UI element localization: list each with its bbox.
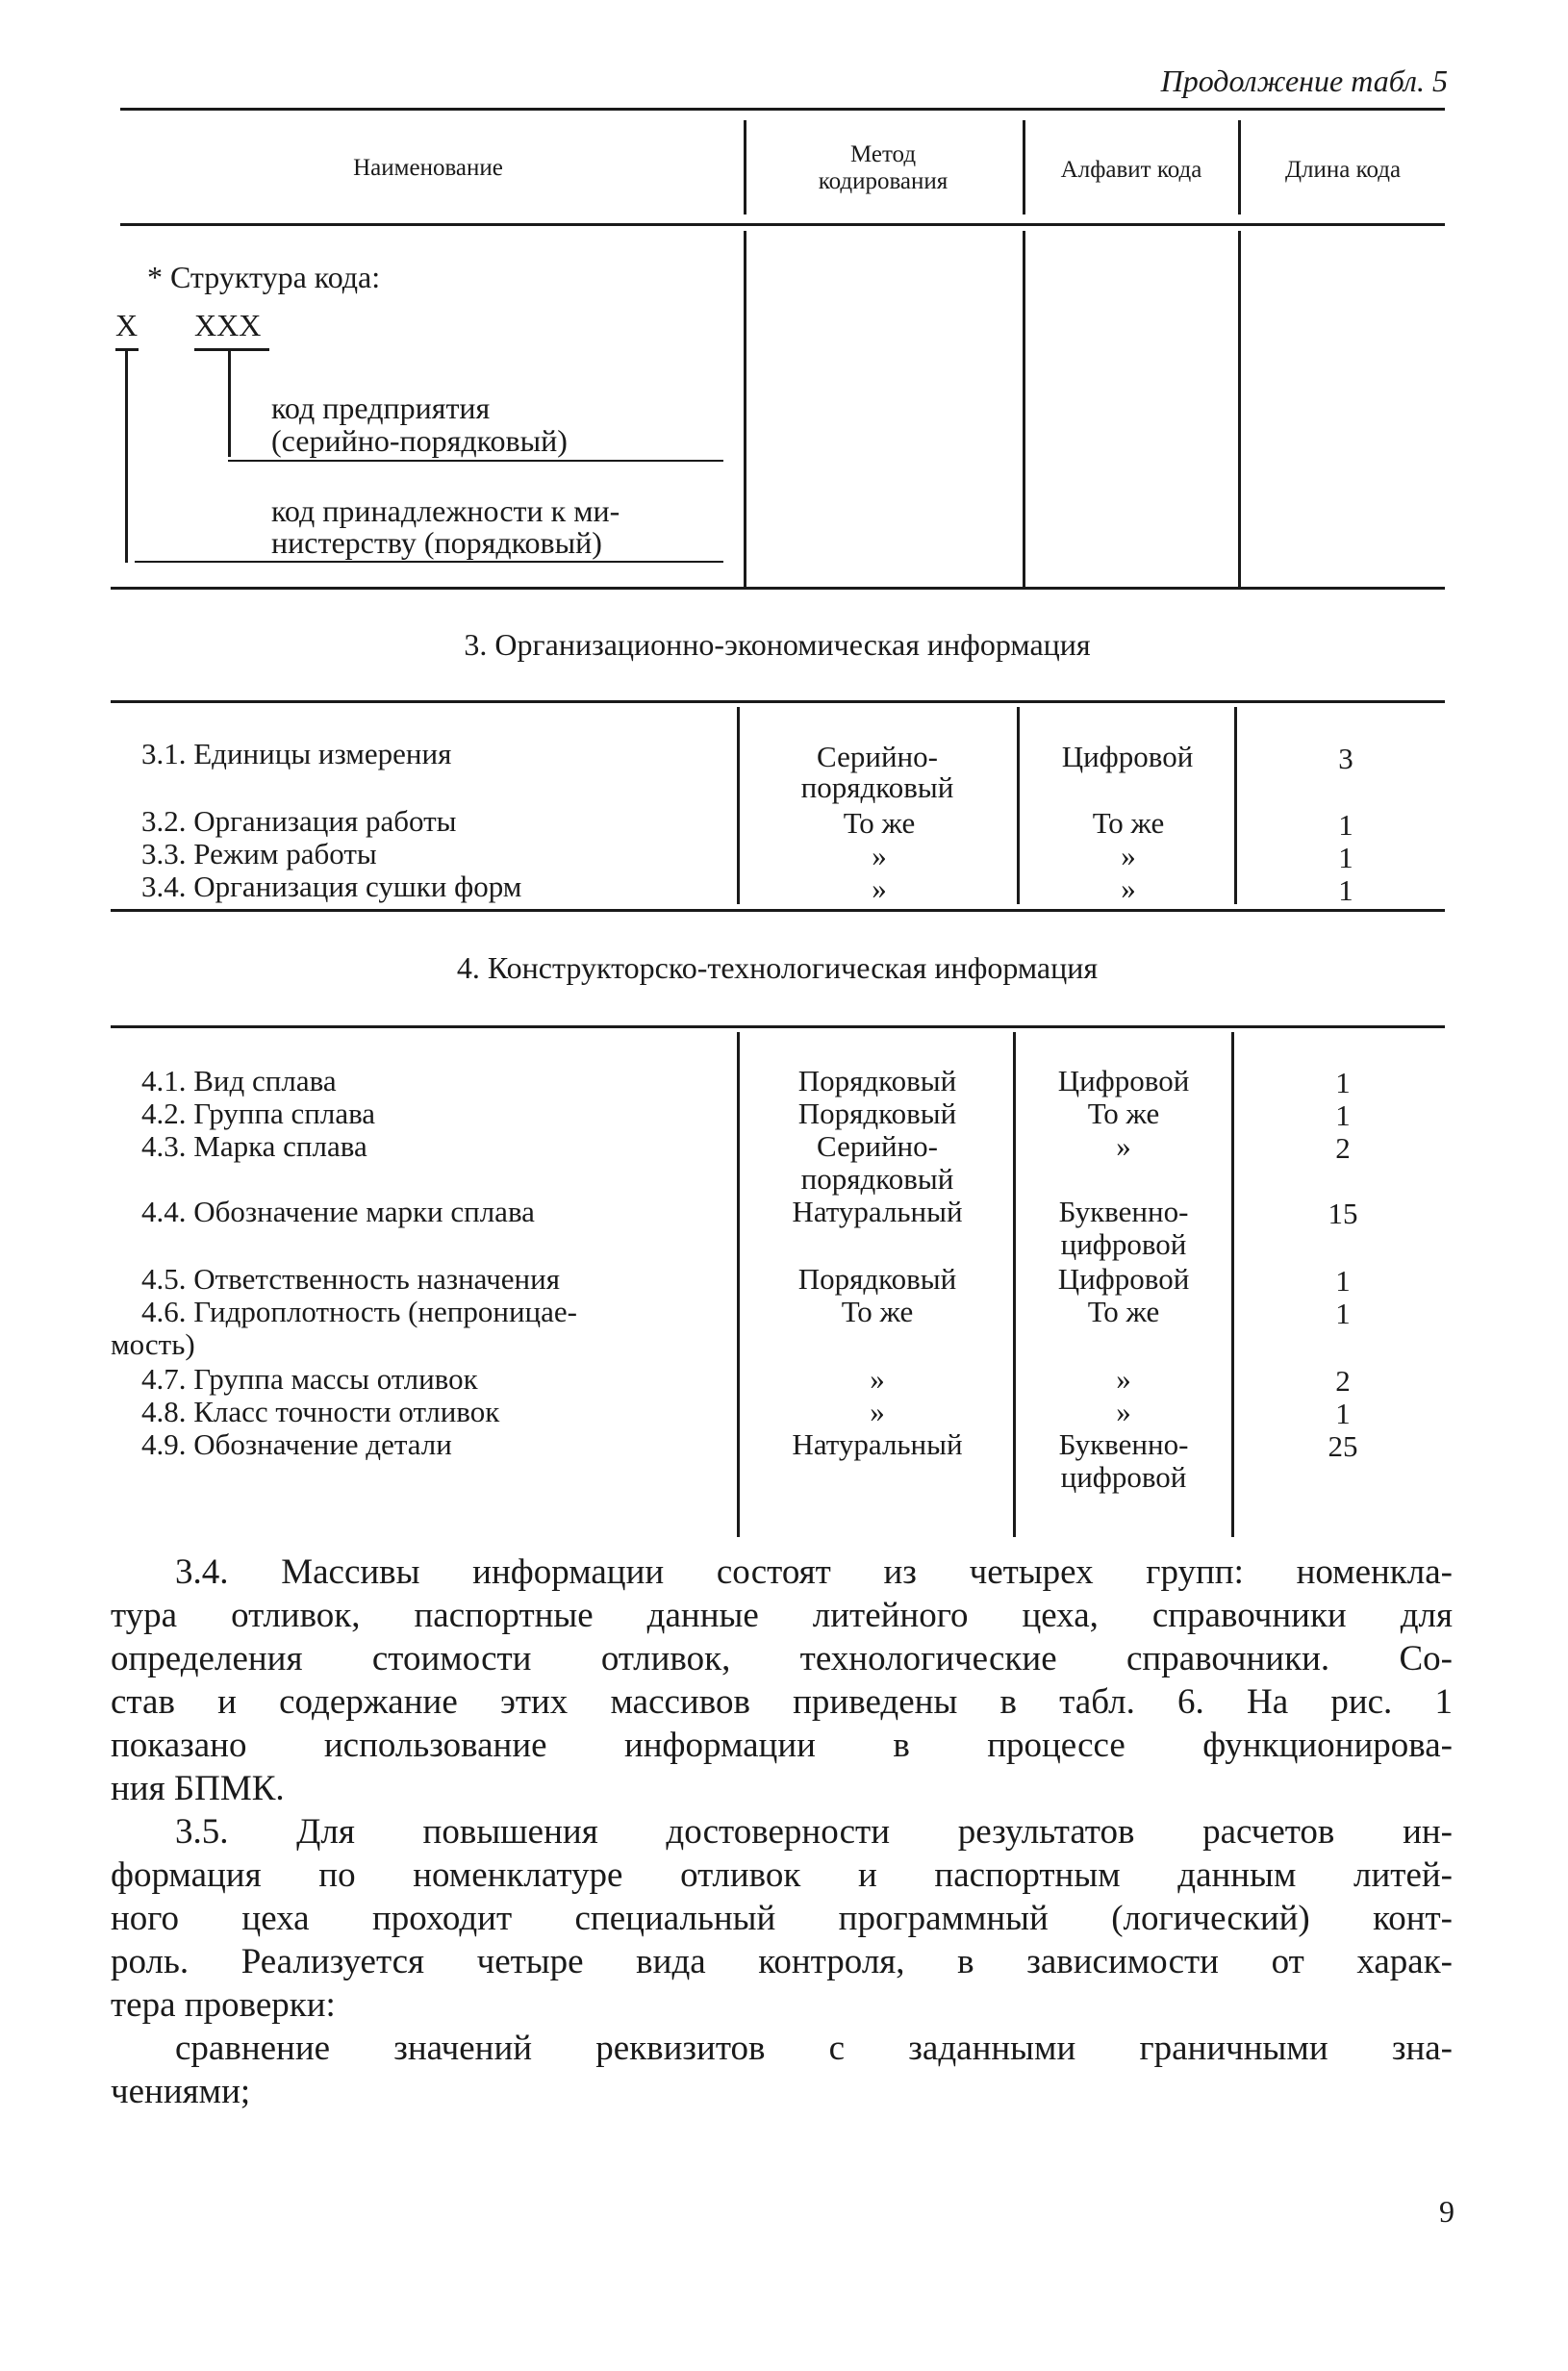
s3-divider-3 <box>1234 707 1237 904</box>
s4-row-4-name: 4.4. Обозначение марки сплава <box>141 1195 535 1228</box>
s4-row-3-length: 2 <box>1335 1131 1351 1165</box>
p2-line-4: роль. Реализуется четыре вида контроля, в зависимости от харак- <box>111 1942 1453 1981</box>
s4-row-1-name: 4.1. Вид сплава <box>141 1064 337 1097</box>
p1-line-5: показано использование информации в процессе функционирова- <box>111 1726 1453 1765</box>
s3-row-1-method2: порядковый <box>800 770 954 804</box>
ministry-code-line1: код принадлежности к ми- <box>271 493 620 528</box>
ministry-code-line2: нистерству (порядковый) <box>271 525 602 560</box>
s4-row-9-length: 25 <box>1328 1429 1358 1463</box>
header-alphabet: Алфавит кода <box>1060 157 1202 183</box>
section3-top-rule <box>111 700 1445 703</box>
section4-top-rule <box>111 1025 1445 1028</box>
s3-divider-2 <box>1017 707 1020 904</box>
s3-row-2-name: 3.2. Организация работы <box>141 804 457 838</box>
s4-row-8-alphabet: » <box>1116 1395 1131 1428</box>
s4-divider-1 <box>737 1032 740 1537</box>
paragraph-3-5 <box>111 1810 1453 2027</box>
p2-line-2: формация по номенклатуре отливок и паспортным данным литей- <box>111 1855 1453 1895</box>
structure-xxx: XXX <box>194 308 262 342</box>
p3-line-1: сравнение значений реквизитов с заданными граничными зна- <box>175 2029 1453 2068</box>
s4-row-6-name2: мость) <box>111 1327 195 1361</box>
struct-divider-3 <box>1238 231 1241 587</box>
header-divider-2 <box>1023 120 1025 214</box>
s3-row-3-method: » <box>872 839 887 872</box>
s3-row-3-name: 3.3. Режим работы <box>141 837 377 870</box>
s4-row-5-length: 1 <box>1335 1264 1351 1298</box>
s4-row-5-method: Порядковый <box>797 1262 957 1296</box>
s4-row-1-length: 1 <box>1335 1066 1351 1099</box>
s3-row-4-length: 1 <box>1338 873 1353 907</box>
table-top-rule <box>120 108 1445 111</box>
x-bracket <box>125 351 128 563</box>
s4-row-6-length: 1 <box>1335 1297 1351 1330</box>
s4-row-4-alphabet2: цифровой <box>1060 1227 1187 1261</box>
s4-row-2-method: Порядковый <box>797 1097 957 1130</box>
header-divider-3 <box>1238 120 1241 214</box>
s4-row-3-method: Серийно- <box>817 1129 938 1163</box>
s4-row-6-alphabet: То же <box>1087 1295 1160 1328</box>
s4-row-8-length: 1 <box>1335 1397 1351 1430</box>
ministry-rule <box>135 561 723 563</box>
s4-row-3-method2: порядковый <box>800 1162 954 1196</box>
header-length: Длина кода <box>1284 157 1402 183</box>
s3-row-2-method: То же <box>843 806 916 840</box>
s3-row-1-name: 3.1. Единицы измерения <box>141 737 452 770</box>
s3-divider-1 <box>737 707 740 904</box>
s4-row-2-alphabet: То же <box>1087 1097 1160 1130</box>
s4-row-1-method: Порядковый <box>797 1064 957 1097</box>
enterprise-code-line1: код предприятия <box>271 391 491 425</box>
s4-row-8-name: 4.8. Класс точности отливок <box>141 1395 500 1428</box>
s4-row-9-name: 4.9. Обозначение детали <box>141 1427 452 1461</box>
section4-title: 4. Конструкторско-технологическая информация <box>456 950 1099 985</box>
struct-divider-2 <box>1023 231 1025 587</box>
header-bottom-rule <box>120 223 1445 226</box>
s3-row-2-alphabet: То же <box>1092 806 1165 840</box>
s4-divider-2 <box>1013 1032 1016 1537</box>
s4-row-2-length: 1 <box>1335 1098 1351 1132</box>
structure-x: X <box>115 308 139 342</box>
section3-bottom-rule <box>111 909 1445 912</box>
p2-line-5: тера проверки: <box>111 1985 336 2025</box>
section3-title: 3. Организационно-экономическая информация <box>464 627 1091 662</box>
enterprise-code-line2: (серийно-порядковый) <box>271 423 568 458</box>
s4-row-7-method: » <box>870 1362 885 1396</box>
s3-row-1-alphabet: Цифровой <box>1061 740 1194 773</box>
s4-row-2-name: 4.2. Группа сплава <box>141 1097 376 1130</box>
continuation-label: Продолжение табл. 5 <box>1160 63 1448 98</box>
xxx-underline <box>194 348 269 351</box>
header-name: Наименование <box>353 155 503 181</box>
s4-row-7-length: 2 <box>1335 1364 1351 1398</box>
p2-line-1: 3.5. Для повышения достоверности результатов расчетов ин- <box>175 1812 1453 1852</box>
s3-row-4-method: » <box>872 871 887 905</box>
p1-line-4: став и содержание этих массивов приведены в табл. 6. На рис. 1 <box>111 1682 1453 1722</box>
s3-row-3-length: 1 <box>1338 841 1353 874</box>
struct-divider-1 <box>744 231 746 587</box>
p1-line-2: тура отливок, паспортные данные литейного цеха, справочники для <box>111 1596 1453 1635</box>
p3-line-2: чениями; <box>111 2072 251 2111</box>
s4-row-5-name: 4.5. Ответственность назначения <box>141 1262 560 1296</box>
s4-row-6-name: 4.6. Гидроплотность (непроницае- <box>141 1295 577 1328</box>
header-divider-1 <box>744 120 746 214</box>
s4-row-9-alphabet2: цифровой <box>1060 1460 1187 1494</box>
s3-row-1-length: 3 <box>1338 742 1353 775</box>
structure-title: * Структура кода: <box>147 260 381 294</box>
s4-row-6-method: То же <box>841 1295 914 1328</box>
p1-line-1: 3.4. Массивы информации состоят из четырех групп: номенкла- <box>175 1552 1453 1592</box>
p1-line-3: определения стоимости отливок, технологические справочники. Со- <box>111 1639 1453 1678</box>
s4-row-4-alphabet: Буквенно- <box>1058 1195 1189 1228</box>
structure-bottom-rule <box>111 587 1445 590</box>
s4-row-8-method: » <box>870 1395 885 1428</box>
s4-row-9-alphabet: Буквенно- <box>1058 1427 1189 1461</box>
s4-row-3-alphabet: » <box>1116 1129 1131 1163</box>
xxx-bracket <box>228 351 231 457</box>
paragraph-3-4 <box>111 1551 1453 1810</box>
s4-row-4-length: 15 <box>1328 1197 1358 1230</box>
s4-row-9-method: Натуральный <box>792 1427 963 1461</box>
p1-line-6: ния БПМК. <box>111 1769 285 1808</box>
page-number: 9 <box>1439 2194 1454 2229</box>
s4-row-3-name: 4.3. Марка сплава <box>141 1129 367 1163</box>
header-method-line2: кодирования <box>818 168 948 194</box>
header-method-line1: Метод <box>849 141 917 167</box>
p2-line-3: ного цеха проходит специальный программный (логический) конт- <box>111 1899 1453 1938</box>
s3-row-4-name: 3.4. Организация сушки форм <box>141 870 522 903</box>
enterprise-rule <box>228 460 723 462</box>
s4-row-1-alphabet: Цифровой <box>1057 1064 1190 1097</box>
paragraph-list-item <box>111 2027 1453 2113</box>
s3-row-1-method: Серийно- <box>817 740 938 773</box>
s3-row-4-alphabet: » <box>1121 871 1136 905</box>
s4-row-5-alphabet: Цифровой <box>1057 1262 1190 1296</box>
s4-row-7-name: 4.7. Группа массы отливок <box>141 1362 478 1396</box>
s3-row-2-length: 1 <box>1338 808 1353 842</box>
s3-row-3-alphabet: » <box>1121 839 1136 872</box>
s4-divider-3 <box>1231 1032 1234 1537</box>
s4-row-4-method: Натуральный <box>792 1195 963 1228</box>
s4-row-7-alphabet: » <box>1116 1362 1131 1396</box>
